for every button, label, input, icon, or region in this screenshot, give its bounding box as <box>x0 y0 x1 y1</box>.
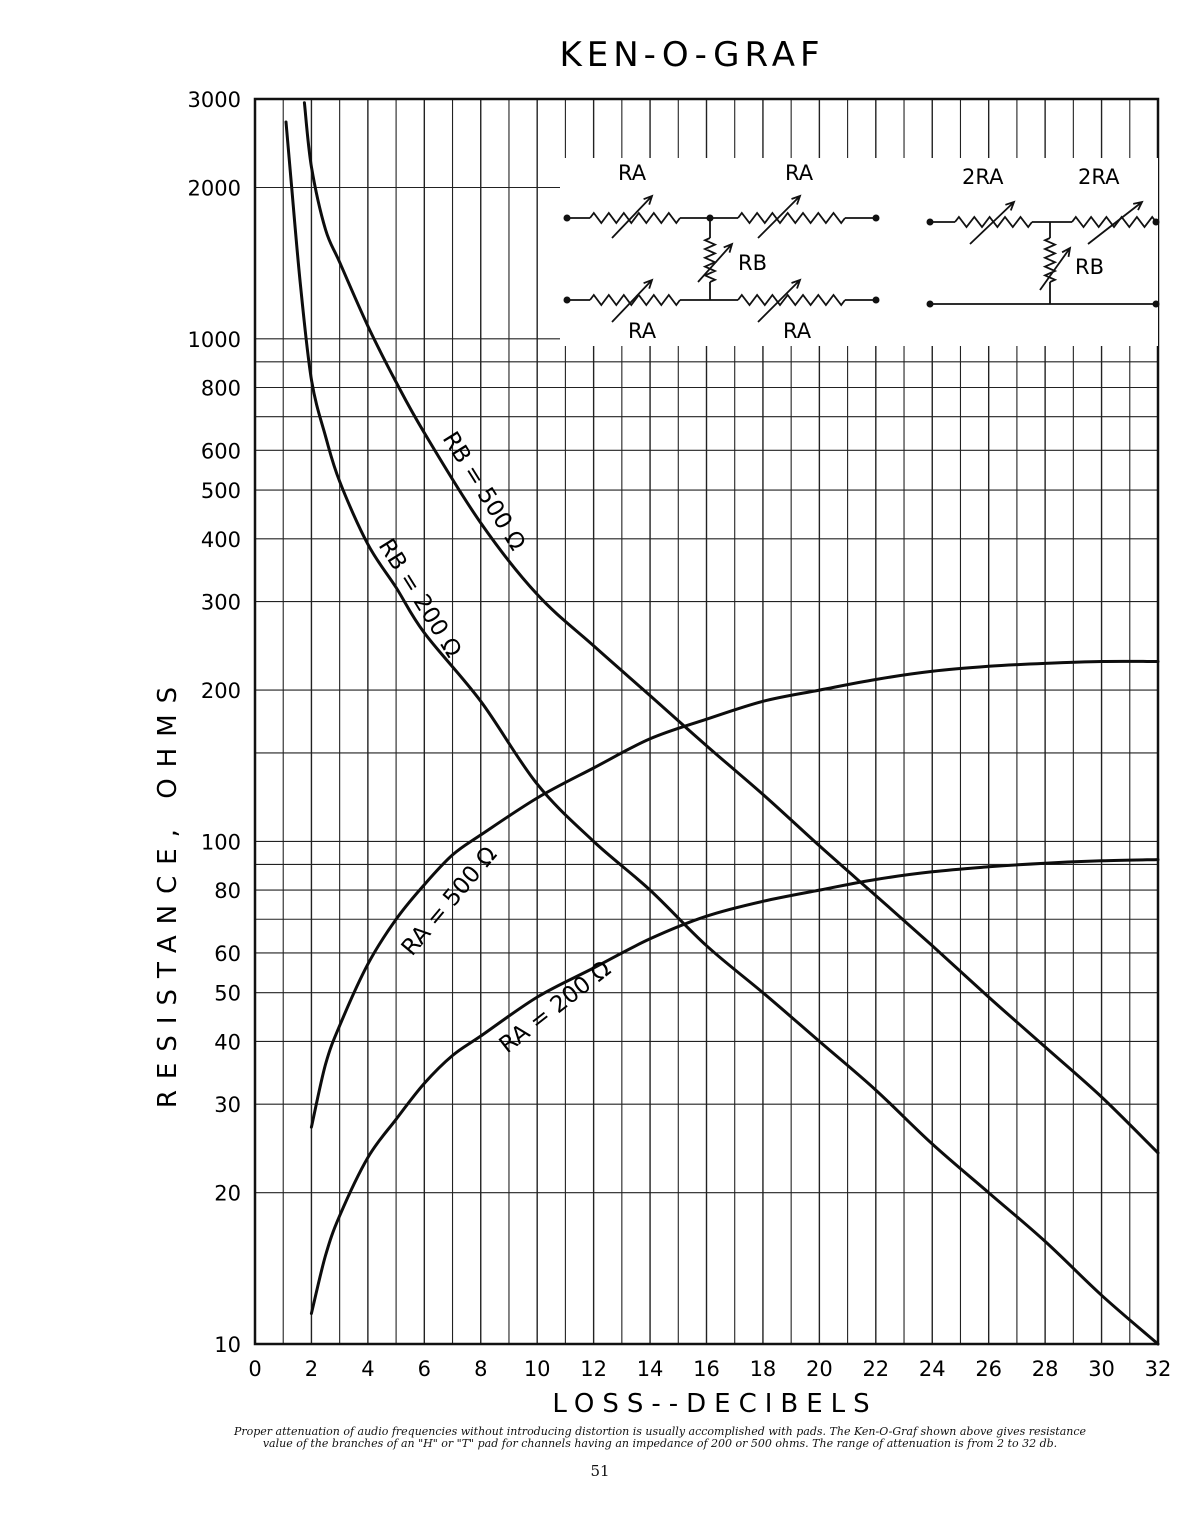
y-tick-label: 600 <box>200 439 241 464</box>
x-tick-label: 8 <box>474 1357 488 1381</box>
y-tick-label: 200 <box>200 679 241 704</box>
t-pad-label-right: 2RA <box>1078 165 1120 189</box>
h-pad-label-top-left: RA <box>618 161 647 185</box>
y-tick-label: 400 <box>200 527 241 552</box>
x-tick-label: 10 <box>523 1357 551 1381</box>
caption-line-2: value of the branches of an "H" or "T" pad for channels having an impedance of 200 or 500 ohms. The range of attenuation is from 2 to 32 db. <box>262 1437 1058 1450</box>
y-tick-label: 10 <box>214 1333 241 1357</box>
x-tick-labels <box>248 1357 1171 1381</box>
t-pad-label-left: 2RA <box>962 165 1004 189</box>
terminal-dot <box>564 215 571 222</box>
x-tick-label: 12 <box>580 1357 607 1381</box>
curve-label-rb-200: RB = 200 Ω <box>372 534 467 663</box>
curve-label-ra-500: RA = 500 Ω <box>396 841 503 961</box>
chart-title: KEN-O-GRAF <box>559 35 825 75</box>
h-pad-label-top-right: RA <box>785 161 814 185</box>
y-tick-label: 800 <box>200 376 241 401</box>
y-tick-label: 1000 <box>187 327 241 352</box>
x-tick-label: 0 <box>248 1357 262 1381</box>
h-pad-label-center: RB <box>738 251 767 275</box>
terminal-dot <box>927 301 934 308</box>
x-tick-label: 16 <box>693 1357 720 1381</box>
h-pad-label-bottom-left: RA <box>628 319 657 343</box>
caption-line-1: Proper attenuation of audio frequencies without introducing distortion is usually accomplished with pads. The Ken-O-Graf shown above gives resistance <box>233 1425 1087 1438</box>
h-pad-label-bottom-right: RA <box>783 319 812 343</box>
x-tick-label: 14 <box>636 1357 664 1381</box>
y-tick-label: 50 <box>214 981 241 1006</box>
x-tick-label: 32 <box>1144 1357 1172 1381</box>
caption <box>160 1426 1160 1450</box>
y-tick-label: 500 <box>200 479 241 504</box>
page-number: 51 <box>590 1462 610 1480</box>
x-tick-label: 20 <box>806 1357 833 1381</box>
x-tick-label: 22 <box>862 1357 890 1381</box>
x-tick-label: 28 <box>1031 1357 1059 1381</box>
x-tick-label: 2 <box>304 1357 319 1381</box>
y-tick-label: 20 <box>214 1181 241 1206</box>
x-tick-label: 4 <box>361 1357 375 1381</box>
terminal-dot <box>873 297 880 304</box>
pad-circuit-diagrams <box>560 158 1160 346</box>
terminal-dot <box>927 219 934 226</box>
y-tick-label: 100 <box>200 830 241 855</box>
y-tick-label: 3000 <box>187 88 241 112</box>
t-pad-label-center: RB <box>1075 255 1104 279</box>
curve-label-ra-200: RA = 200 Ω <box>494 956 616 1059</box>
y-axis-label: RESISTANCE, OHMS <box>153 675 183 1109</box>
y-tick-label: 60 <box>214 941 241 966</box>
x-tick-label: 30 <box>1088 1357 1115 1381</box>
x-axis-label: LOSS--DECIBELS <box>552 1389 878 1419</box>
x-tick-label: 26 <box>975 1357 1003 1381</box>
terminal-dot <box>873 215 880 222</box>
y-tick-label: 2000 <box>187 176 241 201</box>
y-tick-label: 40 <box>214 1030 241 1055</box>
terminal-dot <box>1153 219 1160 226</box>
x-tick-label: 6 <box>417 1357 431 1381</box>
x-tick-label: 18 <box>749 1357 777 1381</box>
junction-dot <box>707 215 714 222</box>
terminal-dot <box>1153 301 1160 308</box>
terminal-dot <box>564 297 571 304</box>
y-tick-labels <box>188 88 241 1357</box>
y-tick-label: 300 <box>200 590 241 615</box>
curve-label-rb-500: RB = 500 Ω <box>436 427 531 556</box>
y-tick-label: 30 <box>214 1093 241 1118</box>
x-tick-label: 24 <box>918 1357 946 1381</box>
y-tick-label: 80 <box>214 879 241 904</box>
